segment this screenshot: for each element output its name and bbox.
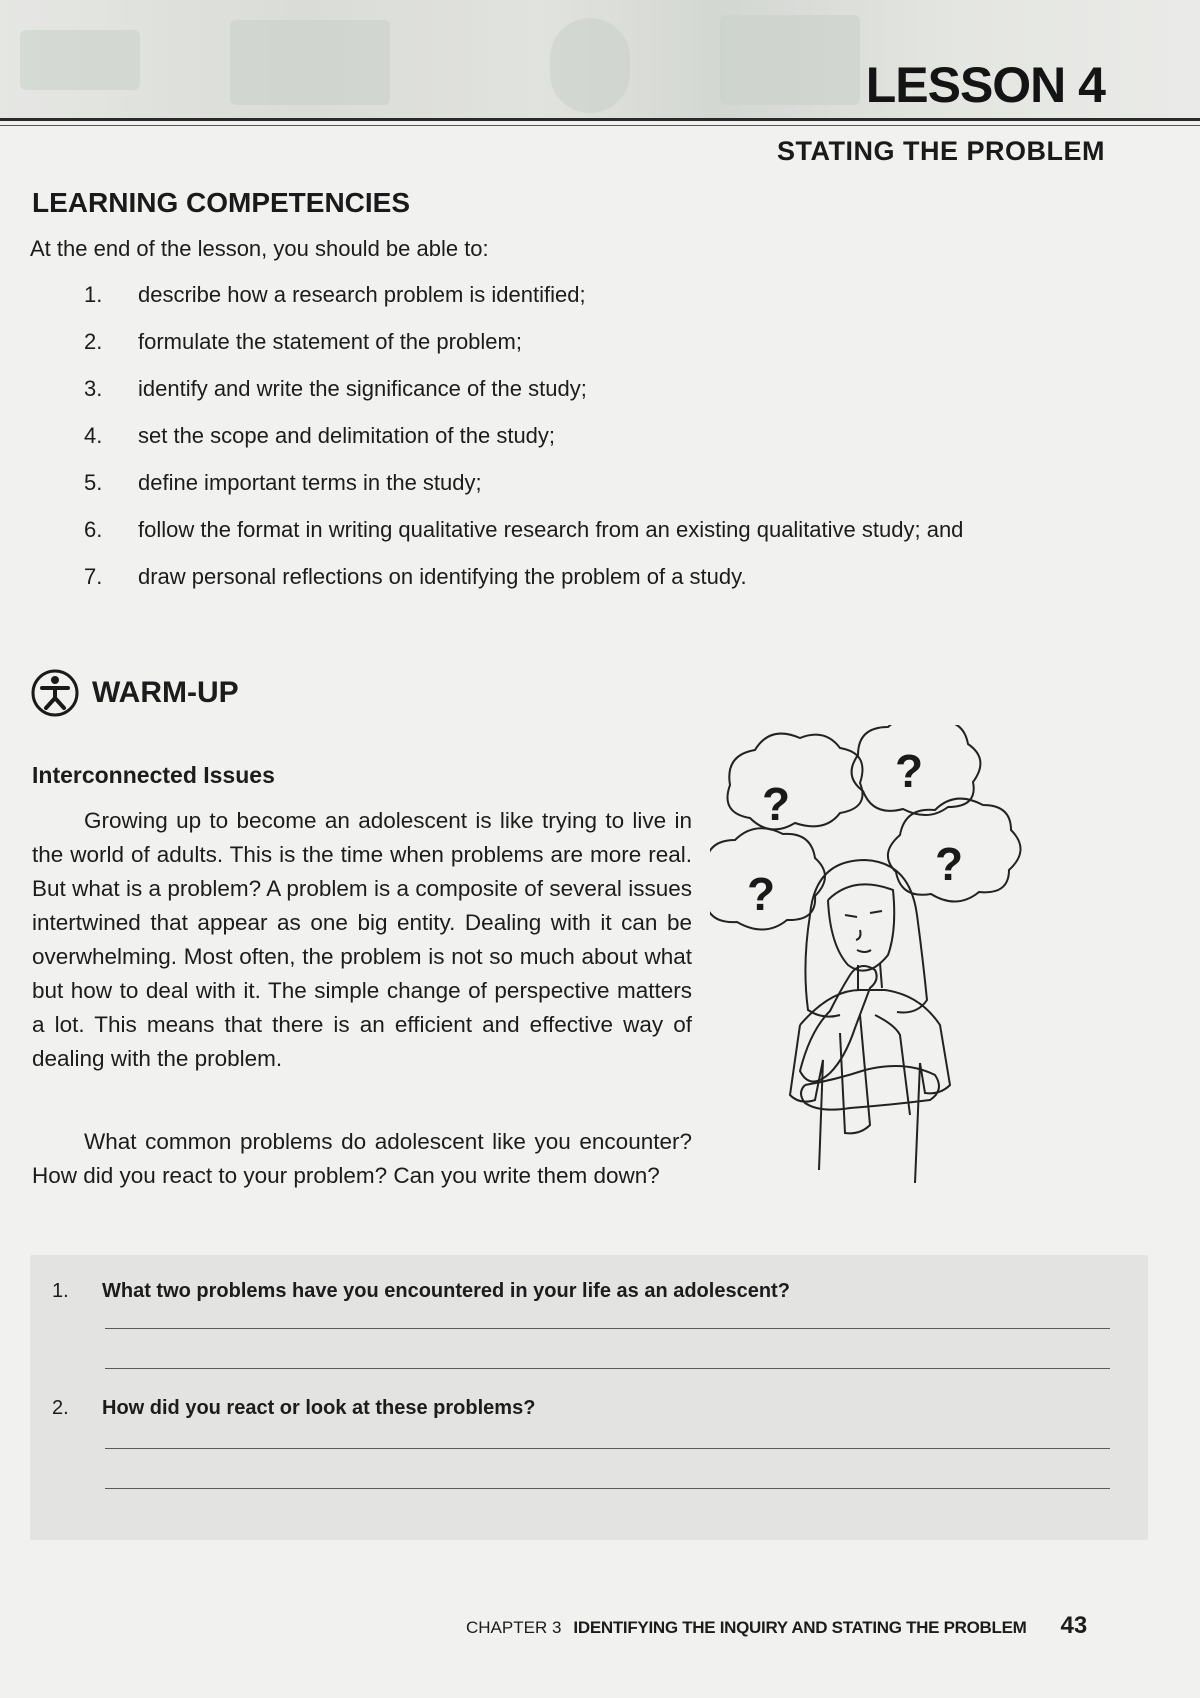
answer-line[interactable] [105,1368,1110,1369]
competency-item [84,517,963,564]
question-mark: ? [762,778,791,830]
page-number: 43 [1060,1612,1088,1639]
header-photo-fragment [230,20,390,105]
question-text: What two problems have you encountered in your life as an adolescent? [102,1280,790,1302]
competency-number: 3. [84,376,103,401]
answer-line[interactable] [105,1328,1110,1329]
answer-line[interactable] [105,1488,1110,1489]
competency-item [84,282,963,329]
competency-item [84,470,963,517]
warmup-paragraph: Growing up to become an adolescent is like trying to live in the world of adults. This is the time when problems are more real. But what is a problem? A problem is a composite of several issues intertwined that appear as one big entity. Dealing with it can be overwhelming. Most often, the problem is not so much about what but how to deal with it. The simple change of perspective matters a lot. This means that there is an efficient and effective way of dealing with the problem. [32,808,692,1071]
lesson-title: STATING THE PROBLEM [777,136,1105,166]
footer-chapter-title: IDENTIFYING THE INQUIRY AND STATING THE PROBLEM [573,1618,1027,1637]
page-footer [466,1612,1087,1640]
competency-text: formulate the statement of the problem; [138,329,522,354]
competencies-heading: LEARNING COMPETENCIES [32,187,411,218]
competency-number: 4. [84,423,103,448]
warmup-heading [30,668,239,718]
header-photo-fragment [20,30,140,90]
competency-text: follow the format in writing qualitative research from an existing qualitative study; and [138,517,964,542]
thought-cloud [728,734,863,830]
header-rule-thin [0,125,1200,126]
question-number: 2. [52,1397,69,1419]
competency-number: 1. [84,282,103,307]
header-photo-fragment [550,18,630,113]
thinking-girl-illustration [710,725,1110,1205]
warmup-subheading: Interconnected Issues [32,762,275,788]
competency-number: 2. [84,329,103,354]
question-text: How did you react or look at these problems? [102,1397,536,1419]
question-row [52,1397,535,1420]
competency-text: set the scope and delimitation of the study; [138,423,556,448]
answer-line[interactable] [105,1448,1110,1449]
competency-item [84,423,963,470]
header-photo-fragment [720,15,860,105]
competency-item [84,329,963,376]
competency-number: 6. [84,517,103,542]
competency-item [84,376,963,423]
competency-text: identify and write the significance of the study; [138,376,587,401]
competencies-intro: At the end of the lesson, you should be able to: [30,236,489,261]
question-mark: ? [895,745,924,797]
question-number: 1. [52,1280,69,1302]
footer-chapter: CHAPTER 3 [466,1618,562,1637]
question-mark: ? [935,838,964,890]
question-row [52,1280,790,1303]
stretching-person-icon [30,668,80,718]
warmup-title: WARM-UP [92,676,239,709]
lesson-number: LESSON 4 [865,57,1105,113]
warmup-question-paragraph: What common problems do adolescent like you encounter? How did you react to your problem? Can you write them down? [32,1129,692,1188]
competency-number: 7. [84,564,103,589]
header-rule [0,118,1200,121]
competency-number: 5. [84,470,103,495]
competency-text: describe how a research problem is identified; [138,282,586,307]
girl-face [828,884,894,970]
competency-text: draw personal reflections on identifying the problem of a study. [138,564,747,589]
question-mark: ? [747,868,776,920]
competency-item [84,564,963,611]
question-worksheet [30,1255,1148,1540]
competency-text: define important terms in the study; [138,470,482,495]
competencies-list [84,282,963,611]
